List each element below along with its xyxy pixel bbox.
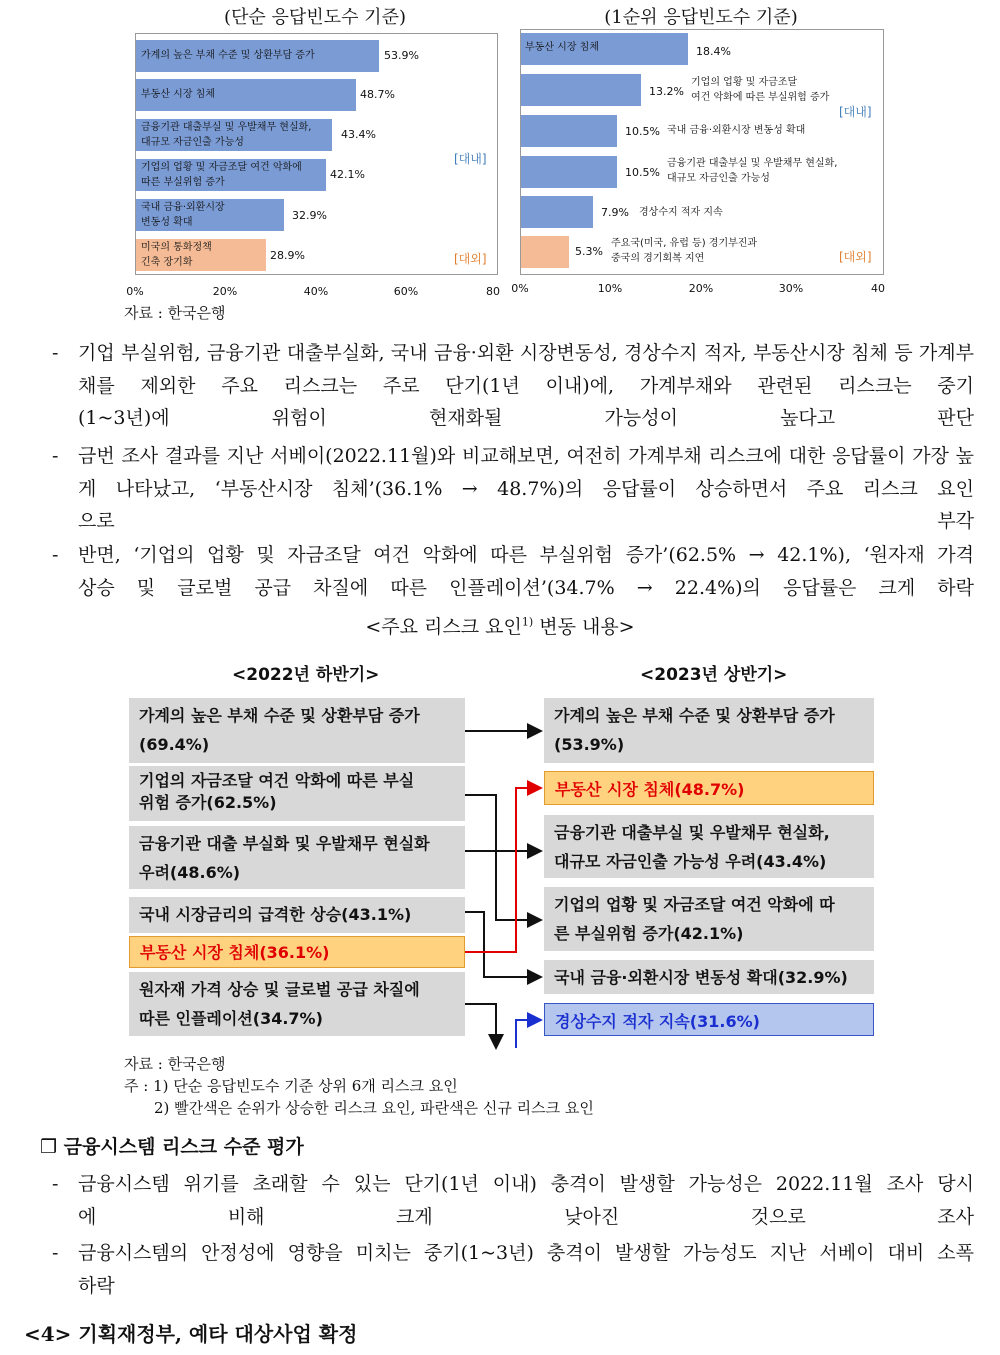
bullet-1-last-line: (1~3년)에 위험이 현재화될 가능성이 높다고 판단 — [78, 407, 974, 429]
source-note-1: 자료 : 한국은행 — [124, 304, 226, 322]
chart1-bar-value-5: 32.9% — [292, 209, 327, 222]
chart2-xtick-40: 40 — [871, 282, 885, 295]
arrow-real-estate-red — [465, 788, 541, 952]
bullet-1-text: 기업 부실위험, 금융기관 대출부실화, 국내 금융·외환 시장변동성, 경상수지 적자, 부동산시장 침체 등 가계부채를 제외한 주요 리스크는 주로 단기(1년 이내)에, 가계부채와 관련된 리스크는 중기 — [78, 342, 974, 397]
chart1-tag-domestic: [대내] — [454, 152, 487, 166]
bullet-5 — [52, 1237, 974, 1302]
chart2-xtick-30: 30% — [778, 282, 804, 295]
chart2-bar-label-4: 금융기관 대출부실 및 우발채무 현실화, 대규모 자금인출 가능성 — [667, 158, 838, 184]
chart1-xtick-0: 0% — [126, 285, 144, 298]
chart2-xtick-0: 0% — [511, 282, 529, 295]
bullet-5-text: 금융시스템의 안정성에 영향을 미치는 중기(1~3년) 충격이 발생할 가능성도 지난 서베이 대비 소폭 — [78, 1242, 974, 1264]
heading-4: <4> 기획재정부, 예타 대상사업 확정 — [24, 1322, 358, 1346]
chart2-bar-label-1: 부동산 시장 침체 — [525, 42, 599, 53]
diagram-title-footnote: 1) — [521, 615, 534, 629]
section-heading — [40, 1132, 304, 1159]
left-risk-5-highlight: 부동산 시장 침체(36.1%) — [129, 936, 465, 968]
chart2-bar-value-5: 7.9% — [601, 206, 629, 219]
chart2-bar-value-6: 5.3% — [575, 245, 603, 258]
chart1-bar-label-5: 국내 금융·외환시장 변동성 확대 — [141, 202, 225, 228]
chart2-xtick-20: 20% — [688, 282, 714, 295]
chart1-bar-value-4: 42.1% — [330, 168, 365, 181]
right-risk-6-new: 경상수지 적자 지속(31.6%) — [544, 1003, 874, 1036]
chart1-xtick-20: 20% — [212, 285, 238, 298]
diagram-title-end: 변동 내용> — [533, 616, 635, 638]
chart2-xtick-10: 10% — [597, 282, 623, 295]
chart1-bar-label-3: 금융기관 대출부실 및 우발채무 현실화, 대규모 자금인출 가능성 — [141, 122, 312, 148]
chart2-bar-label-2: 기업의 업황 및 자금조달 여건 악화에 따른 부실위험 증가 — [691, 77, 830, 103]
section-bullet-icon: ❒ — [40, 1136, 58, 1158]
diagram-title-text: <주요 리스크 요인 — [365, 616, 522, 638]
bullet-3-last-line: 상승 및 글로벌 공급 차질에 따른 인플레이션’(34.7% → 22.4%)의 응답률은 크게 하락 — [78, 576, 974, 599]
footnote-1: 주 : 1) 단순 응답빈도수 기준 상위 6개 리스크 요인 — [124, 1077, 458, 1095]
section-title: 금융시스템 리스크 수준 평가 — [63, 1136, 304, 1158]
bullet-2-text: 금번 조사 결과를 지난 서베이(2022.11월)와 비교해보면, 여전히 가계부채 리스크에 대한 응답률이 가장 높게 나타났고, ‘부동산시장 침체’(36.1% → 48.7%)의 응답률이 상승하면서 주요 리스크 요인 — [78, 445, 974, 500]
bullet-3-text: 반면, ‘기업의 업황 및 자금조달 여건 악화에 따른 부실위험 증가’(62.5% → 42.1%), ‘원자재 가격 — [78, 544, 974, 566]
chart1-xtick-80: 80 — [486, 285, 500, 298]
chart2-bar-value-1: 18.4% — [696, 45, 731, 58]
right-risk-1: 가계의 높은 부채 수준 및 상환부담 증가 (53.9%) — [544, 698, 874, 763]
left-risk-3: 금융기관 대출 부실화 및 우발채무 현실화 우려(48.6%) — [129, 826, 465, 889]
bullet-dash: - — [52, 342, 59, 364]
left-risk-6: 원자재 가격 상승 및 글로벌 공급 차질에 따른 인플레이션(34.7%) — [129, 972, 465, 1036]
bullet-5-last-line: 하락 — [78, 1274, 115, 1297]
bullet-4-last-line: 에 비해 크게 낮아진 것으로 조사 — [78, 1205, 974, 1228]
chart1-title: (단순 응답빈도수 기준) — [224, 7, 406, 28]
chart2-tag-domestic: [대내] — [839, 105, 872, 119]
chart1-tag-external: [대외] — [454, 252, 487, 266]
chart2-title: (1순위 응답빈도수 기준) — [604, 7, 798, 28]
chart1-bar-value-2: 48.7% — [360, 88, 395, 101]
chart2-bar-label-3: 국내 금융·외환시장 변동성 확대 — [667, 125, 806, 136]
arrow-current-account-new — [516, 1020, 541, 1048]
chart1-xtick-40: 40% — [303, 285, 329, 298]
footnote-2: 2) 빨간색은 순위가 상승한 리스크 요인, 파란색은 신규 리스크 요인 — [154, 1099, 594, 1117]
source-note-2: 자료 : 한국은행 — [124, 1055, 226, 1073]
bullet-dash: - — [52, 445, 59, 467]
chart2-bar-value-4: 10.5% — [625, 166, 660, 179]
chart1-bar-value-6: 28.9% — [270, 249, 305, 262]
left-risk-4: 국내 시장금리의 급격한 상승(43.1%) — [129, 897, 465, 933]
left-risk-1: 가계의 높은 부채 수준 및 상환부담 증가 (69.4%) — [129, 698, 465, 763]
chart1-bar-label-1: 가계의 높은 부채 수준 및 상환부담 증가 — [141, 50, 315, 61]
chart1-bar-label-4: 기업의 업황 및 자금조달 여건 악화에 따른 부실위험 증가 — [141, 162, 302, 188]
chart1-bar-value-1: 53.9% — [384, 49, 419, 62]
arrow-inflation-drop — [465, 1004, 496, 1048]
arrow-corporate-risk — [465, 795, 541, 920]
bullet-4-text: 금융시스템 위기를 초래할 수 있는 단기(1년 이내) 충격이 발생할 가능성은 2022.11월 조사 당시 — [78, 1173, 974, 1195]
chart2-bar-label-6: 주요국(미국, 유럽 등) 경기부진과 중국의 경기회복 지연 — [611, 238, 758, 264]
right-risk-2-highlight: 부동산 시장 침체(48.7%) — [544, 771, 874, 805]
chart1-bar-label-2: 부동산 시장 침체 — [141, 89, 215, 100]
right-column-header: <2023년 상반기> — [640, 665, 788, 685]
chart2-bar-value-2: 13.2% — [649, 85, 684, 98]
chart1-bar-label-6: 미국의 통화정책 긴축 장기화 — [141, 242, 212, 268]
bullet-4 — [52, 1168, 974, 1233]
arrow-market-rate — [465, 912, 541, 977]
right-risk-5: 국내 금융·외환시장 변동성 확대(32.9%) — [544, 960, 874, 994]
chart2-bar-value-3: 10.5% — [625, 125, 660, 138]
right-risk-4: 기업의 업황 및 자금조달 여건 악화에 따 른 부실위험 증가(42.1%) — [544, 887, 874, 951]
bullet-dash: - — [52, 1242, 59, 1264]
bullet-dash: - — [52, 1173, 59, 1195]
right-risk-3: 금융기관 대출부실 및 우발채무 현실화, 대규모 자금인출 가능성 우려(43.4%) — [544, 815, 874, 878]
chart1-xtick-60: 60% — [393, 285, 419, 298]
left-column-header: <2022년 하반기> — [232, 665, 380, 685]
chart2-tag-external: [대외] — [839, 250, 872, 264]
bullet-2-last-line: 으로 부각 — [78, 510, 974, 532]
chart1-bar-value-3: 43.4% — [341, 128, 376, 141]
bullet-dash: - — [52, 544, 59, 566]
left-risk-2: 기업의 자금조달 여건 악화에 따른 부실 위험 증가(62.5%) — [129, 766, 465, 821]
chart2-bar-label-5: 경상수지 적자 지속 — [639, 207, 723, 218]
